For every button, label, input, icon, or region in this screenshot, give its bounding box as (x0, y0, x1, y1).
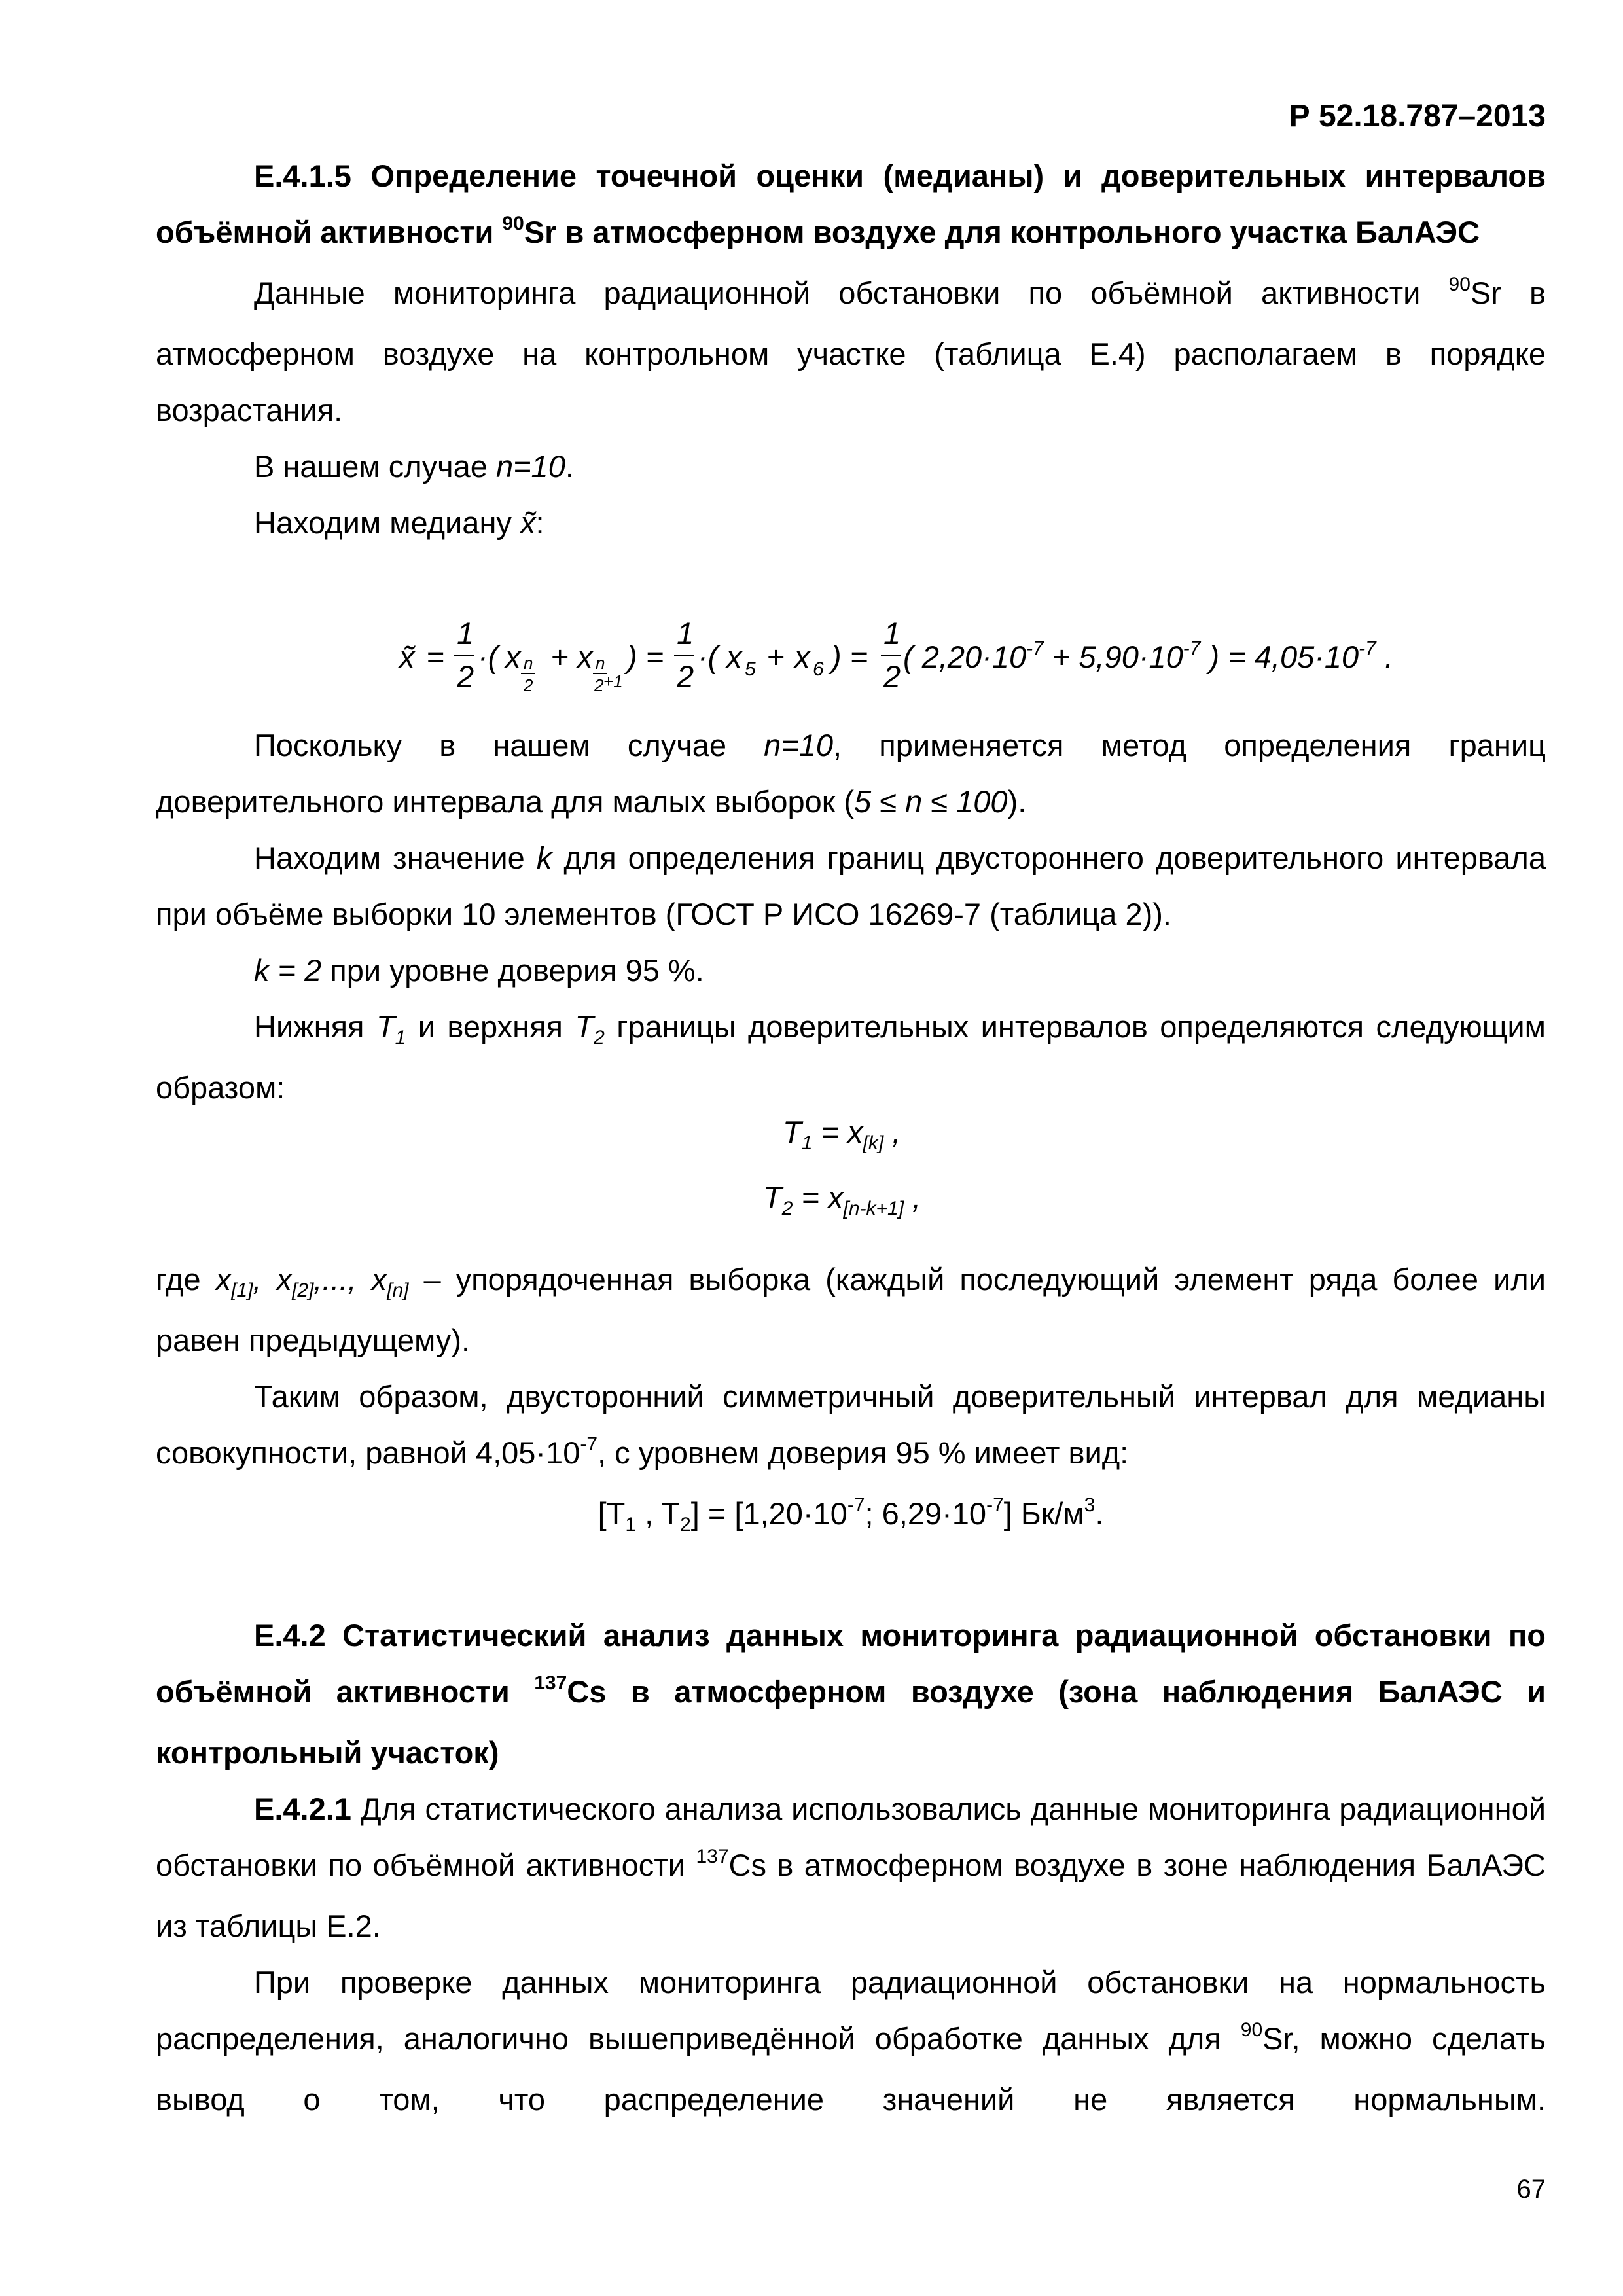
section-e415 (156, 148, 1546, 551)
paragraph-5 (156, 830, 1546, 942)
sub-n: n (524, 653, 533, 673)
interval-sub-2: 2 (680, 1514, 691, 1535)
isotope-mass: 137 (534, 1672, 567, 1694)
paragraph-3 (156, 495, 1546, 551)
section-e415-title-a: Определение точечной оценки (медианы) и доверительных интервалов объёмной активности (156, 158, 1546, 249)
section-e415-heading (156, 148, 1546, 265)
equation-t1 (783, 1113, 901, 1157)
fraction-denominator: 2 (883, 659, 901, 694)
sub-plus-one: +1 (603, 672, 623, 691)
paragraph-11-text-b: Sr, можно сделать вывод о том, что распределение значений не является нормальным. (156, 2021, 1546, 2117)
t2-lhs-subscript: 2 (781, 1198, 793, 1219)
interval-exp-3: 3 (1084, 1494, 1096, 1516)
x1-symbol: x (215, 1262, 232, 1297)
paragraph-11-text-a: При проверке данных мониторинга радиационной обстановки на нормальность распределения, аналогично вышеприведённой обработке данных для (156, 1965, 1546, 2056)
t1-subscript: 1 (395, 1027, 406, 1049)
section-e42 (156, 1607, 1546, 2128)
section-e42-title-b: Cs в атмосферном воздухе (зона наблюдения БалАЭС и контрольный участок) (156, 1674, 1546, 1770)
t1-rhs-subscript: [k] (863, 1132, 884, 1154)
x6-term: x (794, 639, 810, 674)
paragraph-3-colon: : (535, 505, 544, 540)
paragraph-7-text-c: границы доверительных интервалов определяются следующим образом: (156, 1009, 1546, 1105)
paragraph-6 (156, 942, 1546, 999)
x-term: x (505, 639, 521, 674)
sub-2: 2 (524, 675, 533, 695)
x2-symbol: , x (253, 1262, 292, 1297)
sub-n: n (596, 653, 605, 673)
fraction-numerator: 1 (457, 616, 474, 651)
paragraph-10-text-a: Для статистического анализа использовались данные мониторинга радиационной обстановки по объёмной активности (156, 1791, 1546, 1882)
paragraph-7 (156, 999, 1546, 1116)
t2-rhs-subscript: [n-k+1] (843, 1198, 904, 1219)
fraction-denominator: 2 (457, 659, 474, 694)
paragraph-10 (156, 1781, 1546, 1954)
t2-symbol: T (575, 1009, 594, 1044)
paragraph-3-text: Находим медиану (254, 505, 512, 540)
paragraph-6-text: при уровне доверия 95 %. (321, 953, 704, 988)
paragraph-1-text-b: Sr в атмосферном воздухе на контрольном участке (таблица Е.4) располагаем в порядке возрастания. (156, 276, 1546, 427)
paragraph-8-text-a: где (156, 1262, 216, 1297)
interval-exp-2: -7 (986, 1494, 1004, 1516)
paragraph-2-text-b: . (565, 449, 574, 484)
x1-subscript: [1] (231, 1280, 253, 1301)
section-e415-number: Е.4.1.5 (254, 158, 351, 193)
interval-sub-1: 1 (625, 1514, 637, 1535)
paragraph-7-text-b: и верхняя (406, 1009, 575, 1044)
paragraph-4 (156, 717, 1546, 830)
exponent-3: -7 (1359, 637, 1376, 659)
paragraph-11 (156, 1954, 1546, 2128)
interval-text-f: . (1095, 1496, 1104, 1531)
interval-text-d: ; 6,29·10 (865, 1496, 987, 1531)
t1-rhs: = x (812, 1115, 863, 1149)
paragraph-5-text-a: Находим значение (254, 840, 537, 875)
section-e421-number: Е.4.2.1 (254, 1791, 351, 1826)
equation-equals: = (427, 639, 445, 674)
section-e42-title-a: Е.4.2 Статистический анализ данных мониторинга радиационной обстановки по объёмной активности (156, 1618, 1546, 1709)
paragraph-1-text-a: Данные мониторинга радиационной обстановки по объёмной активности (254, 276, 1421, 310)
fraction-numerator: 1 (883, 616, 901, 651)
t2-lhs: T (763, 1180, 782, 1215)
t1-symbol: T (376, 1009, 395, 1044)
xn-symbol: ,..., x (313, 1262, 387, 1297)
section-e415-conclusion (156, 1251, 1546, 1547)
interval-text-e: ] Бк/м (1003, 1496, 1084, 1531)
result-value: ) = 4,05·10 (1200, 639, 1359, 674)
xn-subscript: [n] (387, 1280, 409, 1301)
median-equation: x̃ = 1 2 ·( x n 2 + x n 2 +1 ) = 1 2 ·( x 5 + x 6 ) = 1 2 ( $2,20\cdot 10^{-7} + 5,90\cdot 10^{-7}$ ) = $4,05\cdot 10^{-7}$ . (399, 616, 1393, 695)
plus-sign: + (767, 639, 785, 674)
paragraph-2-text-a: В нашем случае (254, 449, 496, 484)
sub-2: 2 (594, 675, 604, 695)
fraction-bar (881, 655, 901, 656)
k-symbol: k (536, 840, 552, 875)
interval-text-a: [T (597, 1496, 626, 1531)
sample-size: n=10 (764, 728, 834, 762)
section-e415-title-b: Sr в атмосферном воздухе для контрольного участка БалАЭС (524, 215, 1480, 249)
page-number: 67 (1516, 2175, 1546, 2204)
confidence-interval (156, 1486, 1546, 1547)
t2-end: , (904, 1180, 921, 1215)
interval-text-c: ] = [1,20·10 (690, 1496, 847, 1531)
section-e415-continued (156, 717, 1546, 1116)
paragraph-5-text-b: для определения границ двустороннего доверительного интервала при объёме выборки 10 элементов (ГОСТ Р ИСО 16269-7 (таблица 2)). (156, 840, 1546, 931)
exponent: -7 (580, 1433, 598, 1455)
x5-term: x (726, 639, 742, 674)
t1-lhs: T (783, 1115, 802, 1149)
isotope-mass: 137 (696, 1846, 729, 1867)
paragraph-4-text-a: Поскольку в нашем случае (254, 728, 764, 762)
median-symbol: x̃ (520, 505, 536, 540)
x-term: x (577, 639, 593, 674)
section-e42-heading (156, 1607, 1546, 1781)
interval-exp-1: -7 (847, 1494, 865, 1516)
x5-subscript: 5 (745, 658, 756, 680)
paragraph-9-text-a: Таким образом, двусторонний симметричный доверительный интервал для медианы совокупности, равной 4,05·10 (156, 1379, 1546, 1470)
t1-lhs-subscript: 1 (801, 1132, 813, 1154)
equation-lhs: x̃ (399, 639, 415, 674)
fraction-bar (454, 655, 474, 656)
paragraph-9 (156, 1369, 1546, 1486)
paragraph-1 (156, 265, 1546, 439)
x2-subscript: [2] (292, 1280, 314, 1301)
t2-rhs: = x (793, 1180, 844, 1215)
paragraph-8 (156, 1251, 1546, 1369)
exponent-1: -7 (1026, 637, 1044, 659)
paragraph-4-text-b: , применяется метод определения границ доверительного интервала для малых выборок ( (156, 728, 1546, 819)
interval-text-b: , T (636, 1496, 681, 1531)
x6-subscript: 6 (813, 658, 824, 680)
document-number: Р 52.18.787–2013 (1289, 99, 1546, 134)
fraction-numerator: 1 (677, 616, 694, 651)
sample-range: 5 ≤ n ≤ 100 (854, 784, 1008, 819)
paragraph-9-text-b: , с уровнем доверия 95 % имеет вид: (597, 1435, 1129, 1470)
isotope-mass: 90 (1448, 274, 1471, 295)
value-2: + 5,90·10 (1043, 639, 1183, 674)
paragraph-2 (156, 439, 1546, 495)
equation-t2 (763, 1178, 921, 1222)
t1-end: , (883, 1115, 901, 1149)
isotope-mass: 90 (1240, 2019, 1263, 2041)
paragraph-8-text-b: – упорядоченная выборка (каждый последующий элемент ряда более или равен предыдущему). (156, 1262, 1546, 1357)
equation-end: . (1376, 639, 1393, 674)
t2-subscript: 2 (594, 1027, 605, 1049)
isotope-mass: 90 (502, 213, 524, 234)
k-value: k = 2 (254, 953, 322, 988)
value-1: ( 2,20·10 (903, 639, 1027, 674)
fraction-denominator: 2 (677, 659, 694, 694)
paragraph-10-text-b: Cs в атмосферном воздухе в зоне наблюдения БалАЭС из таблицы Е.2. (156, 1848, 1546, 1943)
paragraph-4-text-c: ). (1007, 784, 1027, 819)
sample-size: n=10 (495, 449, 565, 484)
plus-sign: + (551, 639, 569, 674)
paragraph-7-text-a: Нижняя (254, 1009, 376, 1044)
exponent-2: -7 (1183, 637, 1201, 659)
fraction-bar (674, 655, 694, 656)
sub-fraction-bar (521, 673, 535, 674)
